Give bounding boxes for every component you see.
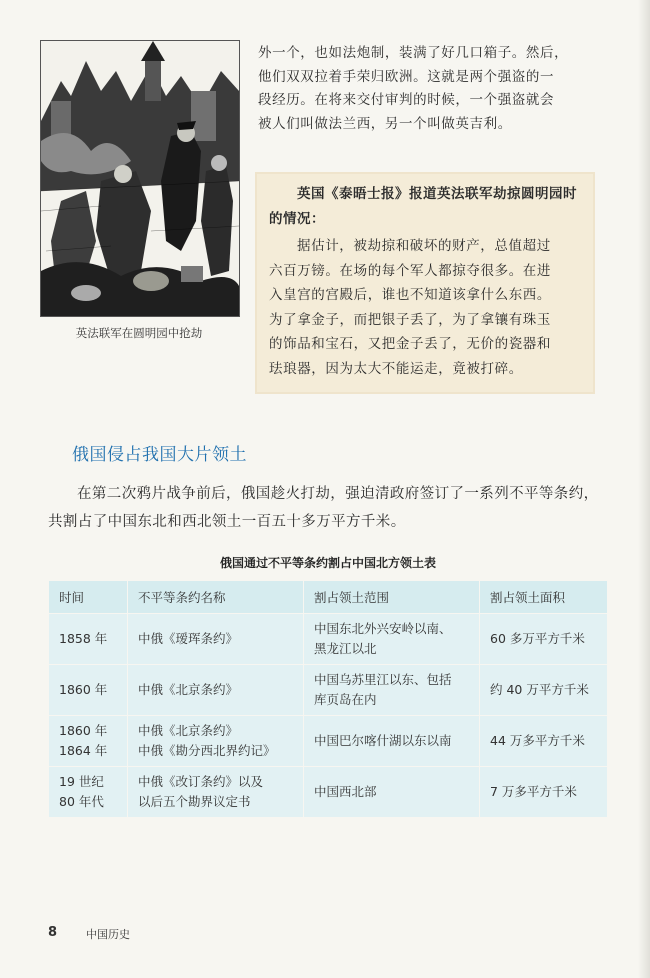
cell-treaty (128, 665, 304, 716)
cell-line: 中俄《北京条约》 (138, 723, 239, 738)
cell-time (49, 665, 128, 716)
quote-line: 为了拿金子，而把银子丢了，为了拿镶有珠玉 (269, 311, 551, 328)
quote-line: 据估计，被劫掠和破坏的财产，总值超过 (297, 238, 551, 254)
quote-body (269, 234, 581, 381)
cell-line: 中国乌苏里江以东、包括 (314, 672, 452, 687)
cell-area: 44 万多平方千米 (480, 716, 608, 767)
table-header-row (49, 581, 608, 614)
cell-line: 中国巴尔喀什湖以东以南 (314, 733, 452, 748)
text-line: 外一个，也如法炮制，装满了好几口箱子。然后， (258, 45, 569, 61)
cell-time (49, 767, 128, 818)
quote-line: 的饰品和宝石，又把金子丢了，无价的瓷器和 (269, 336, 551, 352)
cell-line: 1864 年 (59, 743, 108, 758)
cell-line: 中俄《改订条约》以及 (138, 774, 264, 789)
text-line: 段经历。在将来交付审判的时候，一个强盗就会 (258, 92, 555, 108)
times-quote-box (255, 172, 595, 394)
cell-line: 1860 年 (59, 723, 108, 738)
section-paragraph (48, 480, 608, 536)
cell-line: 1858 年 (59, 631, 108, 646)
cell-area: 约 40 万平方千米 (480, 665, 608, 716)
cell-time (49, 614, 128, 665)
cell-line: 19 世纪 (59, 774, 104, 789)
cell-scope (304, 716, 480, 767)
cell-line: 80 年代 (59, 794, 104, 809)
cell-scope (304, 614, 480, 665)
page-fold-shadow (638, 0, 650, 978)
book-title: 中国历史 (86, 928, 130, 941)
figure-caption: 英法联军在圆明园中抢劫 (75, 326, 203, 340)
cell-treaty (128, 767, 304, 818)
looting-illustration (40, 40, 240, 317)
cell-scope (304, 767, 480, 818)
cell-area: 7 万多平方千米 (480, 767, 608, 818)
cell-time (49, 716, 128, 767)
table-row (49, 614, 608, 665)
cell-treaty (128, 716, 304, 767)
cell-line: 1860 年 (59, 682, 108, 697)
header-time: 时间 (49, 581, 128, 614)
cell-line: 中俄《瑷珲条约》 (138, 631, 239, 646)
cell-line: 中国东北外兴安岭以南、 (314, 621, 452, 636)
quote-line: 珐琅器，因为太大不能运走，竟被打碎。 (269, 360, 523, 377)
quote-title: 英国《泰晤士报》报道英法联军劫掠圆明园时的情况： (269, 186, 577, 227)
table-row (49, 716, 608, 767)
cell-treaty (128, 614, 304, 665)
header-scope: 割占领土范围 (304, 581, 480, 614)
cell-scope (304, 665, 480, 716)
header-area: 割占领土面积 (480, 581, 608, 614)
header-treaty: 不平等条约名称 (128, 581, 304, 614)
table-row (49, 665, 608, 716)
cell-area: 60 多万平方千米 (480, 614, 608, 665)
section-heading: 俄国侵占我国大片领土 (72, 445, 247, 465)
page-number: 8 (48, 925, 58, 940)
cell-line: 中俄《勘分西北界约记》 (138, 743, 276, 758)
table-row (49, 767, 608, 818)
text-line: 他们双双拉着手荣归欧洲。这就是两个强盗的一 (258, 68, 555, 85)
cell-line: 以后五个勘界议定书 (138, 794, 251, 809)
quote-line: 六百万镑。在场的每个军人都掠夺很多。在进 (269, 262, 551, 279)
treaty-table (48, 580, 608, 818)
text-line: 被人们叫做法兰西，另一个叫做英吉利。 (258, 115, 512, 132)
quote-line: 入皇宫的宫殿后，谁也不知道该拿什么东西。 (269, 287, 551, 303)
cell-line: 库页岛在内 (314, 692, 377, 707)
cell-line: 中国西北部 (314, 784, 377, 799)
table-title: 俄国通过不平等条约割占中国北方领土表 (219, 556, 436, 570)
cell-line: 中俄《北京条约》 (138, 682, 239, 697)
cell-line: 黑龙江以北 (314, 641, 377, 656)
paragraph-text: 在第二次鸦片战争前后，俄国趁火打劫，强迫清政府签订了一系列不平等条约，共割占了中国东北和西北领土一百五十多万平方千米。 (48, 486, 599, 530)
upper-body-text (258, 42, 593, 136)
